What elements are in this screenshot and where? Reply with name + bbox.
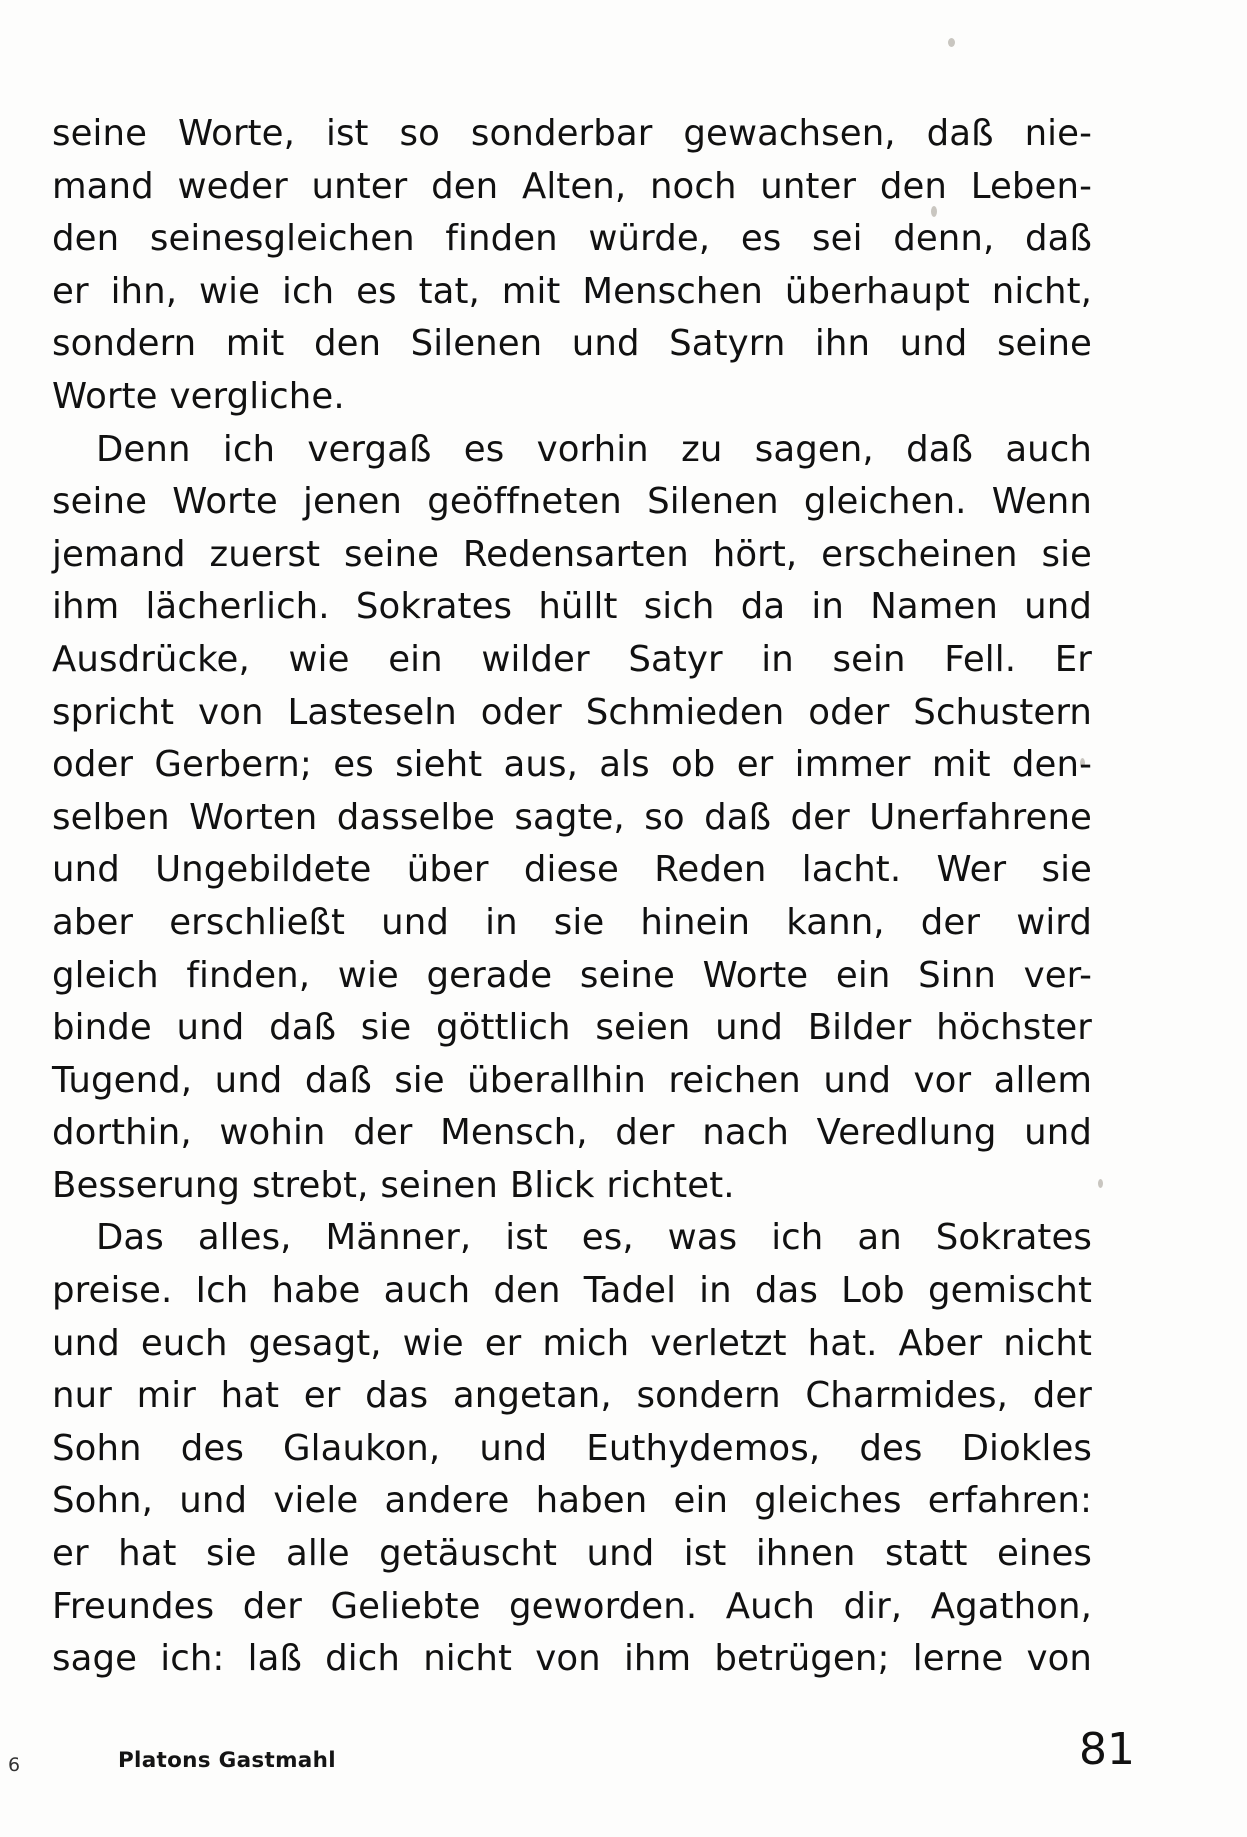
- text-line: seine Worte, ist so sonderbar gewachsen, daß nie-: [52, 113, 1092, 154]
- text-line: preise. Ich habe auch den Tadel in das Lob gemischt: [52, 1270, 1092, 1312]
- text-line: spricht von Lasteseln oder Schmieden oder Schustern: [52, 691, 1092, 733]
- text-line: oder Gerbern; es sieht aus, als ob er immer mit den-: [52, 744, 1092, 786]
- text-line: binde und daß sie göttlich seien und Bilder höchster: [52, 1007, 1092, 1049]
- text-line: Das alles, Männer, ist es, was ich an Sokrates: [96, 1217, 1092, 1259]
- text-line: sage ich: laß dich nicht von ihm betrügen; lerne von: [52, 1638, 1092, 1680]
- text-line: Worte vergliche.: [52, 375, 345, 417]
- paper-speck: [948, 38, 955, 47]
- running-head: Platons Gastmahl: [118, 1748, 336, 1773]
- text-line: er ihn, wie ich es tat, mit Menschen überhaupt nicht,: [52, 270, 1092, 312]
- text-line: dorthin, wohin der Mensch, der nach Veredlung und: [52, 1112, 1092, 1154]
- text-line: Ausdrücke, wie ein wilder Satyr in sein Fell. Er: [52, 638, 1092, 680]
- text-line: sondern mit den Silenen und Satyrn ihn und seine: [52, 323, 1092, 365]
- text-line: jemand zuerst seine Redensarten hört, erscheinen sie: [52, 533, 1092, 575]
- text-line: Sohn des Glaukon, und Euthydemos, des Diokles: [52, 1427, 1092, 1469]
- signature-mark: 6: [8, 1754, 21, 1776]
- paragraph-1: [52, 108, 1092, 424]
- text-line: Sohn, und viele andere haben ein gleiches erfahren:: [52, 1480, 1092, 1522]
- text-line: mand weder unter den Alten, noch unter den Leben-: [52, 165, 1092, 207]
- text-line: Denn ich vergaß es vorhin zu sagen, daß auch: [96, 428, 1092, 470]
- text-line: Tugend, und daß sie überallhin reichen und vor allem: [52, 1059, 1092, 1101]
- body-text: [52, 108, 1092, 1686]
- text-line: aber erschließt und in sie hinein kann, der wird: [52, 901, 1092, 943]
- paragraph-2: [52, 424, 1092, 1213]
- text-line: gleich finden, wie gerade seine Worte ein Sinn ver-: [52, 954, 1092, 996]
- text-line: und Ungebildete über diese Reden lacht. Wer sie: [52, 849, 1092, 891]
- text-line: den seinesgleichen finden würde, es sei denn, daß: [52, 218, 1092, 260]
- text-line: nur mir hat er das angetan, sondern Charmides, der: [52, 1375, 1092, 1417]
- text-line: und euch gesagt, wie er mich verletzt hat. Aber nicht: [52, 1322, 1092, 1364]
- paper-speck: [1098, 1179, 1103, 1188]
- paragraph-3: [52, 1212, 1092, 1685]
- text-line: Freundes der Geliebte geworden. Auch dir, Agathon,: [52, 1585, 1092, 1627]
- text-line: er hat sie alle getäuscht und ist ihnen statt eines: [52, 1533, 1092, 1575]
- page-number: 81: [1079, 1724, 1135, 1775]
- text-line: selben Worten dasselbe sagte, so daß der Unerfahrene: [52, 796, 1092, 838]
- text-line: seine Worte jenen geöffneten Silenen gleichen. Wenn: [52, 481, 1092, 523]
- text-line: ihm lächerlich. Sokrates hüllt sich da in Namen und: [52, 586, 1092, 628]
- page-footer: [0, 1718, 1247, 1788]
- text-line: Besserung strebt, seinen Blick richtet.: [52, 1164, 735, 1206]
